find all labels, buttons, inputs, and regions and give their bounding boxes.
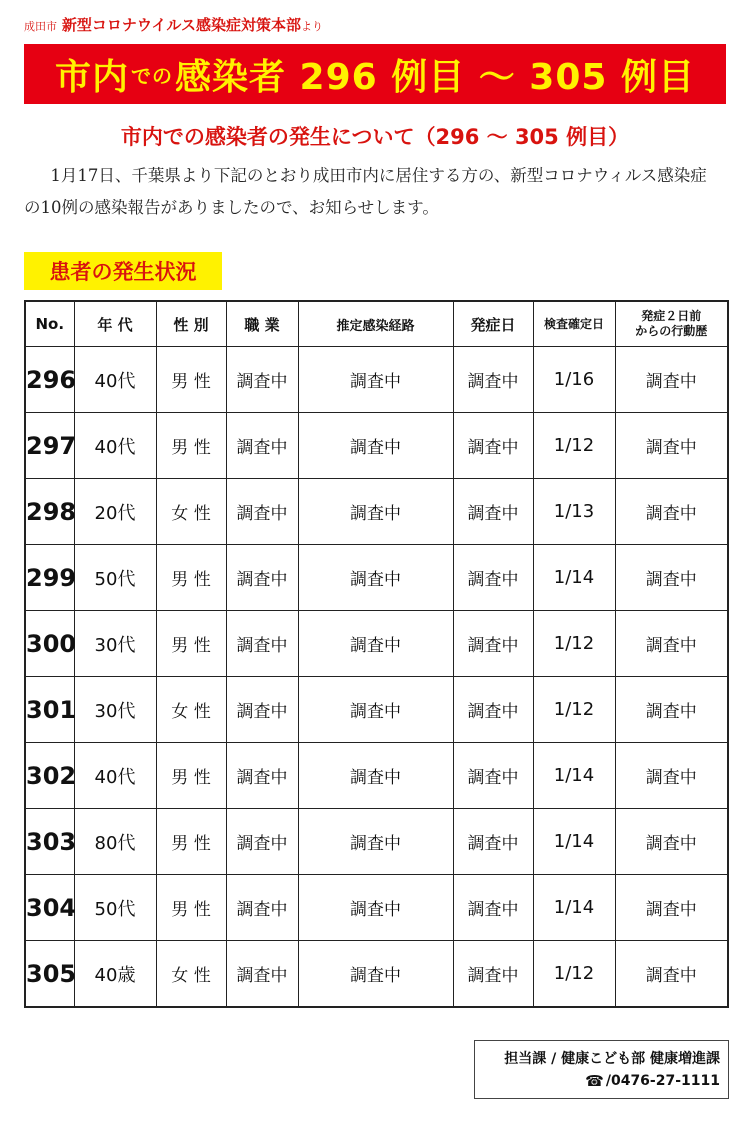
cell-onset: 調査中	[453, 941, 533, 1008]
cell-no: 303	[25, 809, 74, 875]
cell-onset: 調査中	[453, 611, 533, 677]
cell-history: 調査中	[615, 347, 728, 413]
cell-route: 調査中	[298, 545, 453, 611]
cell-onset: 調査中	[453, 545, 533, 611]
header-hq: 新型コロナウイルス感染症対策本部	[61, 16, 301, 34]
cell-route: 調査中	[298, 941, 453, 1008]
cell-job: 調査中	[226, 875, 298, 941]
cell-onset: 調査中	[453, 677, 533, 743]
cell-no: 296	[25, 347, 74, 413]
section-label: 患者の発生状況	[24, 252, 222, 290]
cell-confirmed: 1/12	[533, 413, 615, 479]
table-row	[25, 875, 728, 941]
cell-no: 305	[25, 941, 74, 1008]
header-confirmed: 検査確定日	[533, 301, 615, 347]
table-row	[25, 809, 728, 875]
cell-sex: 男 性	[156, 743, 226, 809]
cell-confirmed: 1/14	[533, 875, 615, 941]
cell-job: 調査中	[226, 413, 298, 479]
cell-job: 調査中	[226, 743, 298, 809]
cell-route: 調査中	[298, 611, 453, 677]
table-row	[25, 677, 728, 743]
table-header-row	[25, 301, 728, 347]
cell-history: 調査中	[615, 941, 728, 1008]
cell-no: 304	[25, 875, 74, 941]
contact-dept: 担当課 / 健康こども部 健康増進課	[504, 1050, 720, 1067]
cell-route: 調査中	[298, 809, 453, 875]
cell-sex: 男 性	[156, 611, 226, 677]
header-job: 職 業	[226, 301, 298, 347]
cell-history: 調査中	[615, 743, 728, 809]
cell-no: 298	[25, 479, 74, 545]
cell-no: 300	[25, 611, 74, 677]
cell-sex: 男 性	[156, 875, 226, 941]
cell-route: 調査中	[298, 413, 453, 479]
cell-job: 調査中	[226, 611, 298, 677]
cell-age: 30代	[74, 677, 156, 743]
cell-no: 302	[25, 743, 74, 809]
cell-age: 20代	[74, 479, 156, 545]
cell-sex: 女 性	[156, 479, 226, 545]
header-line	[24, 14, 323, 35]
banner-part2: での	[131, 63, 174, 88]
header-age: 年 代	[74, 301, 156, 347]
table-row	[25, 611, 728, 677]
table-row	[25, 545, 728, 611]
header-route: 推定感染経路	[298, 301, 453, 347]
page-subtitle: 市内での感染者の発生について（296 ～ 305 例目）	[120, 125, 630, 149]
cell-confirmed: 1/14	[533, 743, 615, 809]
header-no: No.	[25, 301, 74, 347]
cell-onset: 調査中	[453, 875, 533, 941]
cell-sex: 男 性	[156, 413, 226, 479]
table-row	[25, 743, 728, 809]
cell-onset: 調査中	[453, 479, 533, 545]
header-history	[615, 301, 728, 347]
cell-history: 調査中	[615, 413, 728, 479]
header-sex: 性 別	[156, 301, 226, 347]
cell-history: 調査中	[615, 479, 728, 545]
cell-history: 調査中	[615, 677, 728, 743]
intro-text: 1月17日、千葉県より下記のとおり成田市内に居住する方の、新型コロナウィルス感染症の10例の感染報告がありましたので、お知らせします。	[24, 166, 707, 217]
table-row	[25, 479, 728, 545]
cell-age: 80代	[74, 809, 156, 875]
cell-age: 40歳	[74, 941, 156, 1008]
cell-no: 297	[25, 413, 74, 479]
cell-onset: 調査中	[453, 347, 533, 413]
header-history-line2: からの行動歴	[635, 324, 708, 338]
cell-sex: 女 性	[156, 941, 226, 1008]
cell-age: 50代	[74, 545, 156, 611]
cell-route: 調査中	[298, 743, 453, 809]
cell-confirmed: 1/13	[533, 479, 615, 545]
cell-sex: 女 性	[156, 677, 226, 743]
header-city: 成田市	[24, 20, 57, 33]
cell-sex: 男 性	[156, 545, 226, 611]
cell-age: 30代	[74, 611, 156, 677]
contact-tel-row	[585, 1070, 720, 1092]
cell-age: 40代	[74, 743, 156, 809]
cell-history: 調査中	[615, 809, 728, 875]
cell-sex: 男 性	[156, 347, 226, 413]
contact-box	[474, 1040, 729, 1099]
cell-confirmed: 1/12	[533, 677, 615, 743]
cell-job: 調査中	[226, 809, 298, 875]
cell-age: 50代	[74, 875, 156, 941]
cell-confirmed: 1/16	[533, 347, 615, 413]
telephone-icon: ☎	[585, 1071, 604, 1090]
cell-age: 40代	[74, 413, 156, 479]
cell-job: 調査中	[226, 347, 298, 413]
banner-part1: 市内	[55, 56, 130, 98]
cell-job: 調査中	[226, 677, 298, 743]
cell-onset: 調査中	[453, 809, 533, 875]
table-row	[25, 347, 728, 413]
contact-tel: /0476-27-1111	[605, 1072, 720, 1089]
cases-table	[24, 300, 729, 1008]
cell-age: 40代	[74, 347, 156, 413]
cell-confirmed: 1/12	[533, 941, 615, 1008]
cell-onset: 調査中	[453, 413, 533, 479]
banner-part3: 感染者 296 例目 ～ 305 例目	[175, 56, 695, 98]
cell-no: 299	[25, 545, 74, 611]
cell-job: 調査中	[226, 479, 298, 545]
cell-history: 調査中	[615, 611, 728, 677]
cell-onset: 調査中	[453, 743, 533, 809]
cell-route: 調査中	[298, 347, 453, 413]
header-onset: 発症日	[453, 301, 533, 347]
cell-job: 調査中	[226, 941, 298, 1008]
table-row	[25, 941, 728, 1008]
title-banner	[24, 44, 726, 104]
cell-no: 301	[25, 677, 74, 743]
header-yori: より	[300, 20, 323, 33]
table-row	[25, 413, 728, 479]
header-history-line1: 発症２日前	[641, 309, 702, 323]
cell-history: 調査中	[615, 545, 728, 611]
cell-job: 調査中	[226, 545, 298, 611]
cell-sex: 男 性	[156, 809, 226, 875]
cell-route: 調査中	[298, 875, 453, 941]
cell-history: 調査中	[615, 875, 728, 941]
cell-route: 調査中	[298, 677, 453, 743]
cell-confirmed: 1/14	[533, 545, 615, 611]
cell-route: 調査中	[298, 479, 453, 545]
cell-confirmed: 1/14	[533, 809, 615, 875]
cell-confirmed: 1/12	[533, 611, 615, 677]
